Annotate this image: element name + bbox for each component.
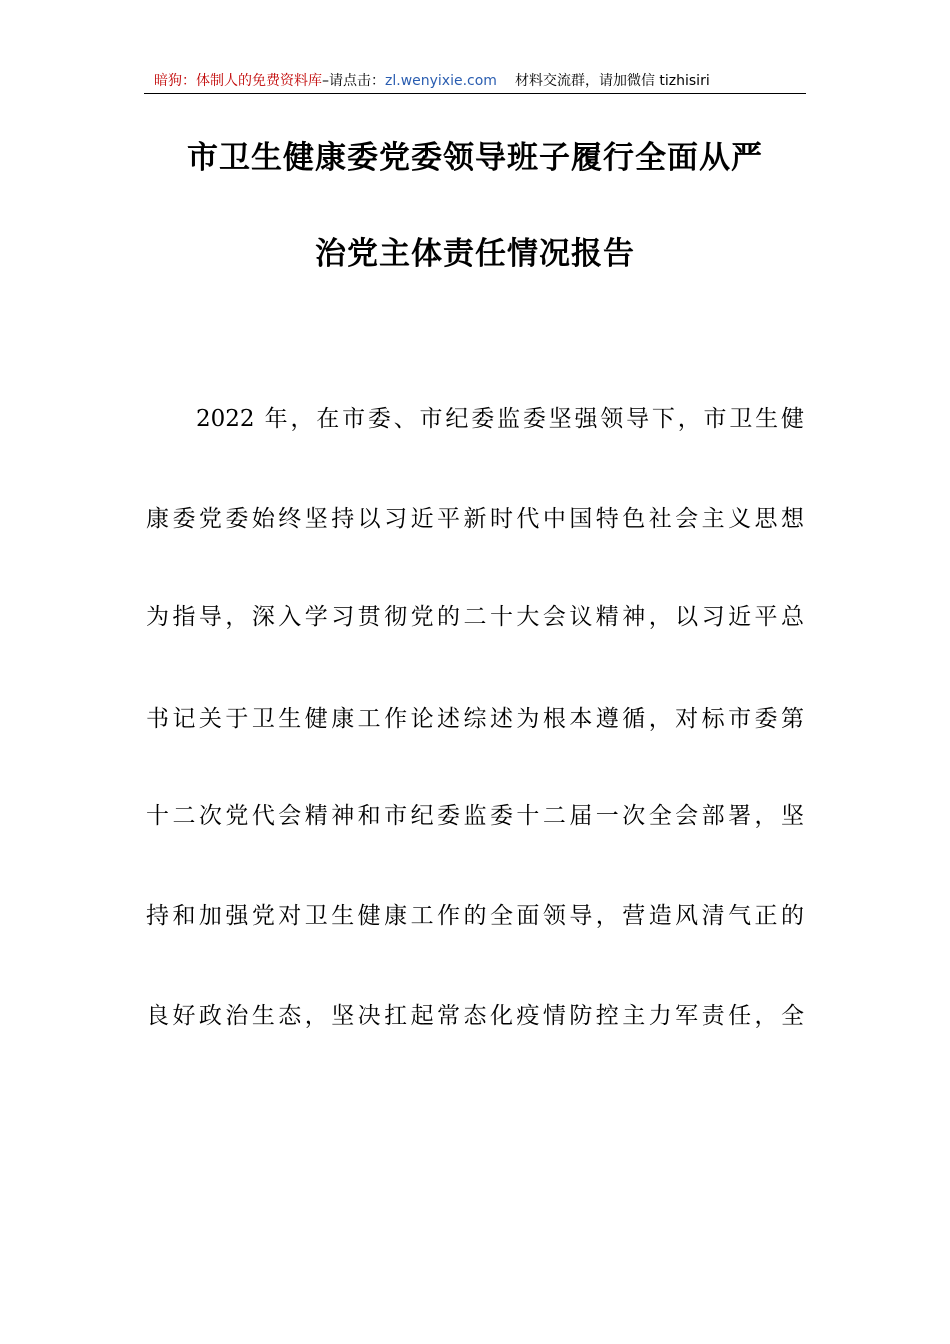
header-cta: –请点击：	[322, 73, 385, 89]
body-line-4: 书记关于卫生健康工作论述综述为根本遵循，对标市委第	[146, 706, 804, 732]
body-line-6: 持和加强党对卫生健康工作的全面领导，营造风清气正的	[146, 903, 804, 929]
header-link[interactable]: zl.wenyixie.com	[385, 73, 497, 89]
header-divider	[144, 93, 806, 94]
document-title-line-2: 治党主体责任情况报告	[315, 236, 635, 272]
header-group-note: 材料交流群，请加微信 tizhisiri	[514, 73, 710, 89]
body-line-1: 2022 年，在市委、市纪委监委坚强领导下，市卫生健	[196, 406, 804, 432]
document-title-line-1: 市卫生健康委党委领导班子履行全面从严	[187, 140, 763, 176]
header-brand: 暗狗：体制人的免费资料库	[154, 73, 322, 89]
body-line-2: 康委党委始终坚持以习近平新时代中国特色社会主义思想	[146, 506, 804, 532]
page-header	[144, 70, 806, 94]
body-line-5: 十二次党代会精神和市纪委监委十二届一次全会部署，坚	[146, 803, 804, 829]
body-line-3: 为指导，深入学习贯彻党的二十大会议精神，以习近平总	[146, 604, 804, 630]
body-line-7: 良好政治生态，坚决扛起常态化疫情防控主力军责任，全	[146, 1003, 804, 1029]
